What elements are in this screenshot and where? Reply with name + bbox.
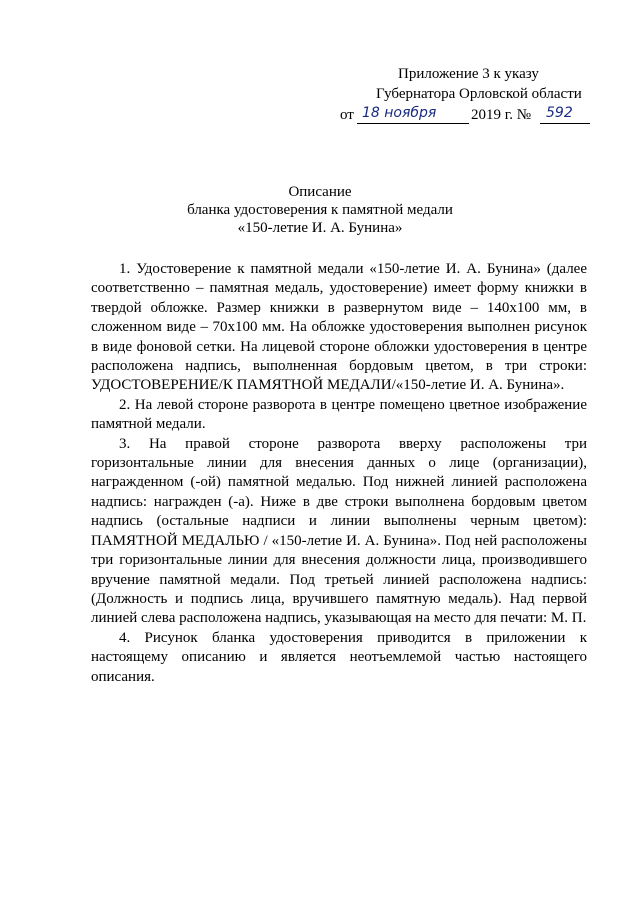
paragraph-1: 1. Удостоверение к памятной медали «150-летие И. А. Бунина» (далее соответственно – памятная медаль, удостоверение) имеет форму книжки в твердой обложке. Размер книжки в развернутом виде – 140x100 мм, в сложенном виде – 70x100 мм. На обложке удостоверения выполнен рисунок в виде фоновой сетки. На лицевой стороне обложки удостоверения в центре расположена надпись, выполненная бордовым цветом, в три строки: УДОСТОВЕРЕНИЕ/К ПАМЯТНОЙ МЕДАЛИ/«150-летие И. А. Бунина». [91,261,587,394]
title-line-1: Описание [288,184,352,200]
annex-header [340,64,600,127]
annex-date-handwritten: 18 ноября [362,105,437,121]
annex-from-label: от [340,107,354,123]
document-body [91,260,587,687]
annex-line-1: Приложение 3 к указу [398,66,539,82]
annex-date-line [340,105,600,127]
annex-year-label: 2019 г. № [471,107,532,123]
title-line-2: бланка удостоверения к памятной медали [187,202,453,218]
annex-number-handwritten: 592 [546,105,573,121]
document-title [0,183,640,237]
title-line-3: «150-летие И. А. Бунина» [237,220,403,236]
annex-line-2: Губернатора Орловской области [376,86,582,102]
paragraph-3: 3. На правой стороне разворота вверху расположены три горизонтальные линии для внесения данных о лице (организации), награжденном (-ой) памятной медалью. Под нижней линией расположена надпись: награжден (-а). Ниже в две строки выполнена бордовым цветом надпись (остальные надписи и линии выполнены черным цветом): ПАМЯТНОЙ МЕДАЛЬЮ / «150-летие И. А. Бунина». Под ней расположены три горизонтальные линии для внесения должности лица, производившего вручение памятной медали. Под третьей линией расположена надпись: (Должность и подпись лица, вручившего памятную медаль). Над первой линией слева расположена надпись, указывающая на место для печати: М. П. [91,435,587,627]
paragraph-4: 4. Рисунок бланка удостоверения приводится в приложении к настоящему описанию и является неотъемлемой частью настоящего описания. [91,629,587,685]
paragraph-2: 2. На левой стороне разворота в центре помещено цветное изображение памятной медали. [91,396,587,433]
